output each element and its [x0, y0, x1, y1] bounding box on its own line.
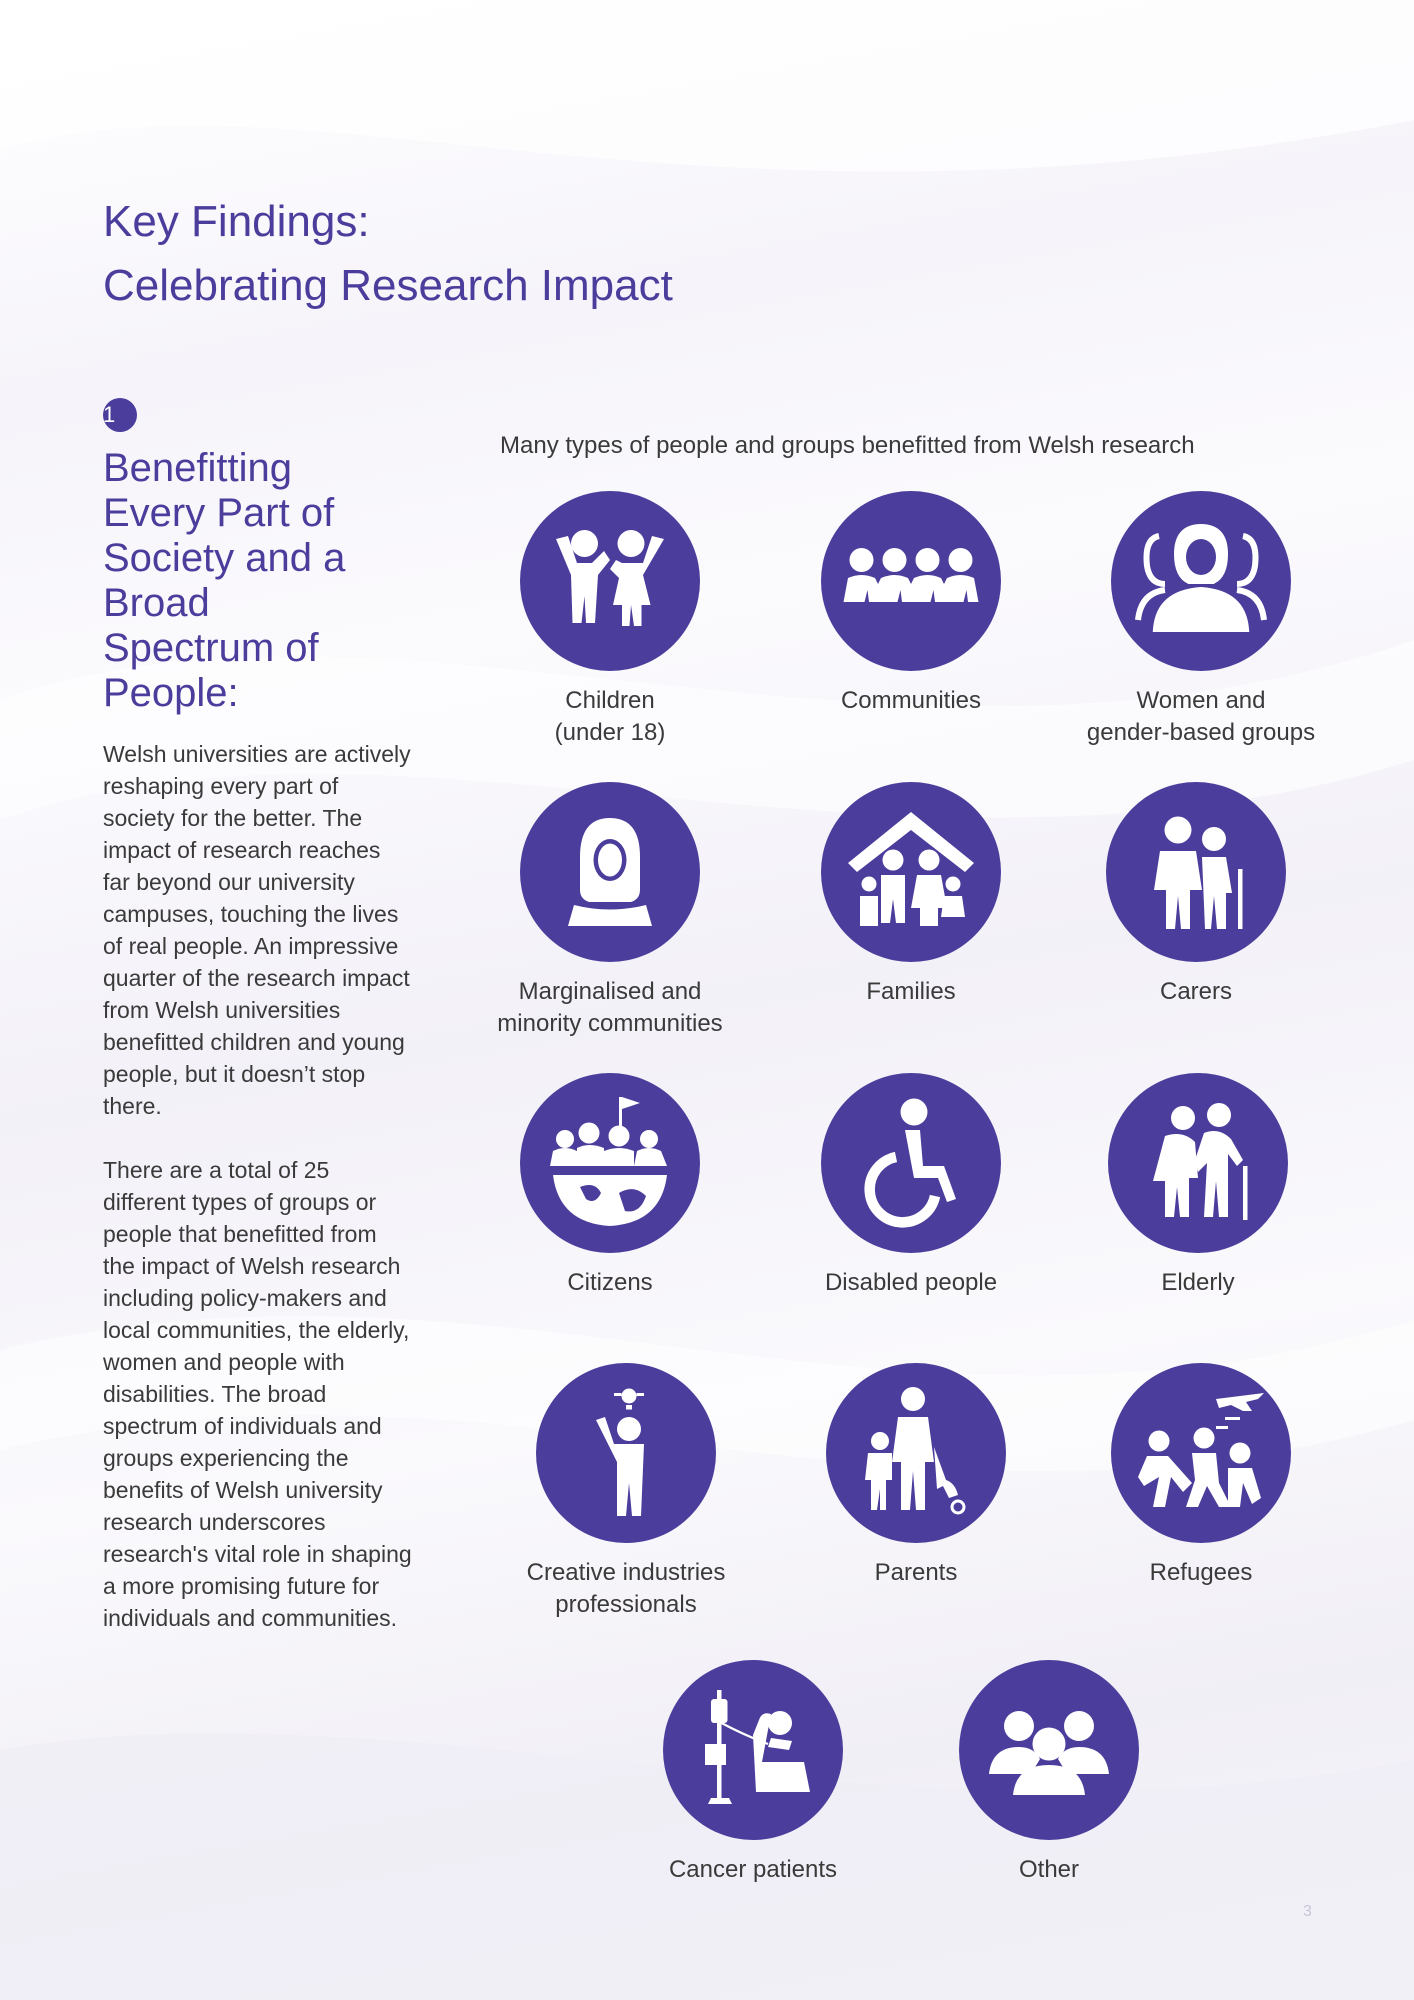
- group-label: Refugees: [1149, 1559, 1253, 1586]
- hijab-woman-icon: [520, 782, 700, 962]
- patient-iv-icon: [663, 1660, 843, 1840]
- group-marginalised: [460, 782, 760, 1040]
- group-label: Families: [866, 978, 956, 1005]
- women-icon: [1111, 491, 1291, 671]
- page-title-line1: Key Findings:: [103, 197, 370, 246]
- group-people-icon: [959, 1660, 1139, 1840]
- group-label: Cancer patients: [668, 1856, 838, 1883]
- section-heading: Benefitting Every Part of Society and a Broad Spectrum of People:: [103, 446, 346, 715]
- group-label: Parents: [874, 1559, 958, 1586]
- group-women: [1051, 491, 1351, 749]
- group-label: Creative industries professionals: [526, 1559, 726, 1618]
- section-number: 1: [103, 402, 116, 427]
- elderly-couple-icon: [1108, 1073, 1288, 1253]
- group-refugees: [1051, 1363, 1351, 1589]
- group-citizens: [460, 1073, 760, 1299]
- creative-idea-icon: [536, 1363, 716, 1543]
- carer-icon: [1106, 782, 1286, 962]
- page-title-line2: Celebrating Research Impact: [103, 261, 673, 310]
- section-number-badge: [103, 398, 137, 432]
- communities-icon: [821, 491, 1001, 671]
- group-label: Disabled people: [824, 1269, 998, 1296]
- group-label: Citizens: [567, 1269, 653, 1296]
- group-label: Marginalised and minority communities: [497, 978, 723, 1037]
- group-communities: [761, 491, 1061, 717]
- groups-intro: Many types of people and groups benefitted from Welsh research: [500, 432, 1195, 459]
- group-label: Other: [1018, 1856, 1080, 1883]
- group-parents: [766, 1363, 1066, 1589]
- group-label: Elderly: [1161, 1269, 1235, 1296]
- group-creative: [476, 1363, 776, 1621]
- group-cancer: [603, 1660, 903, 1886]
- refugees-icon: [1111, 1363, 1291, 1543]
- citizens-globe-icon: [520, 1073, 700, 1253]
- section-body: [103, 738, 413, 1666]
- parent-child-icon: [826, 1363, 1006, 1543]
- group-label: Women and gender-based groups: [1086, 687, 1316, 746]
- body-paragraph-1: Welsh universities are actively reshaping every part of society for the better. The impact of research reaches far beyond our university campuses, touching the lives of real people. An impressive quarter of the research impact from Welsh universities benefitted children and young people, but it doesn’t stop there.: [103, 741, 411, 1119]
- group-disabled: [761, 1073, 1061, 1299]
- group-carers: [1046, 782, 1346, 1008]
- group-children: [460, 491, 760, 749]
- group-other: [899, 1660, 1199, 1886]
- page-title: [103, 190, 673, 318]
- family-house-icon: [821, 782, 1001, 962]
- group-elderly: [1048, 1073, 1348, 1299]
- group-label: Carers: [1159, 978, 1232, 1005]
- group-label: Communities: [840, 687, 982, 714]
- page-number: 3: [1303, 1903, 1312, 1920]
- group-families: [761, 782, 1061, 1008]
- wheelchair-icon: [821, 1073, 1001, 1253]
- body-paragraph-2: There are a total of 25 different types of groups or people that benefitted from the impact of Welsh research including policy-makers and local communities, the elderly, women and people with disabilities. The broad spectrum of individuals and groups experiencing the benefits of Welsh university research underscores research's vital role in shaping a more promising future for individuals and communities.: [103, 1157, 412, 1631]
- children-icon: [520, 491, 700, 671]
- group-label: Children (under 18): [554, 687, 666, 746]
